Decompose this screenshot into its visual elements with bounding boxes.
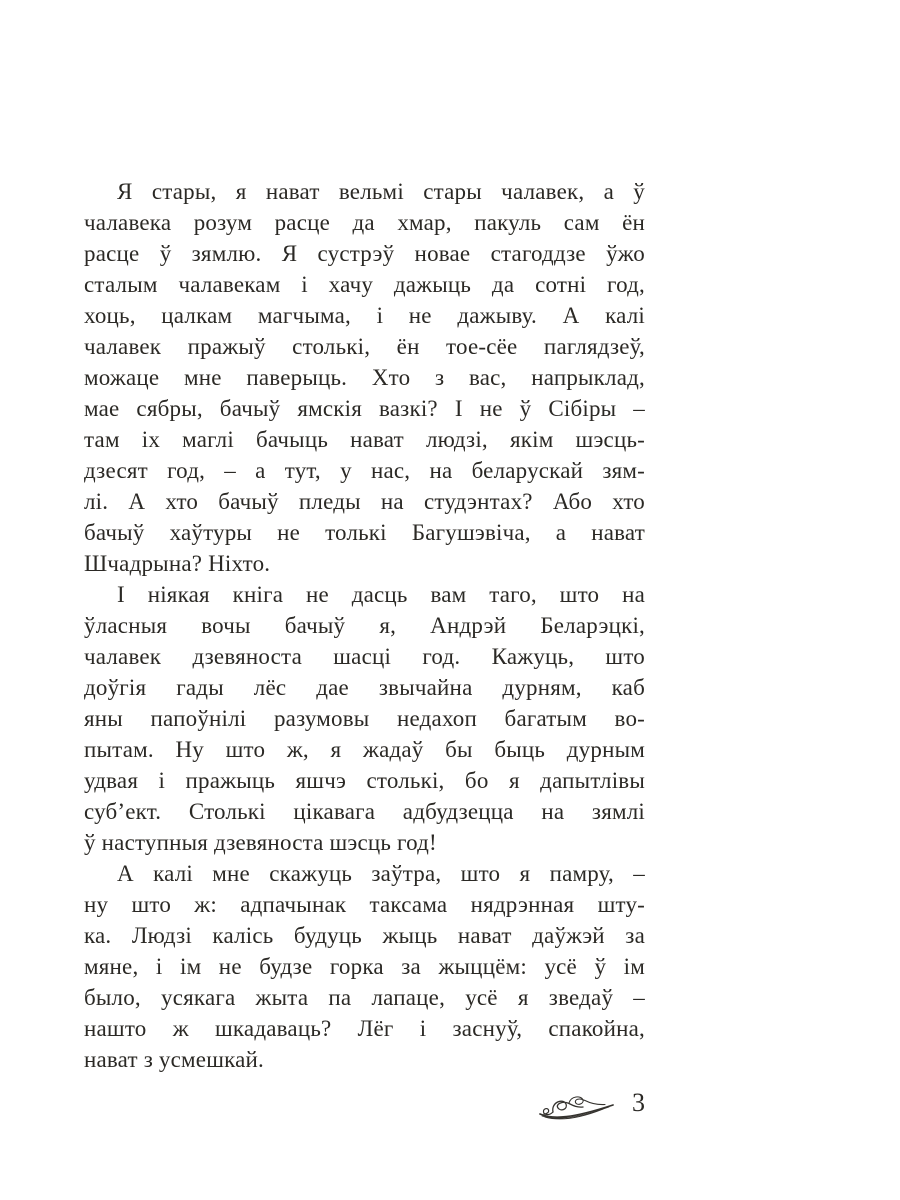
text-line: хоць, цалкам магчыма, і не дажыву. А калі [84, 303, 645, 328]
text-line: там іх маглі бачыць нават людзі, якім шэсць- [84, 427, 645, 452]
text-line: нашто ж шкадаваць? Лёг і заснуў, спакойна, [84, 1016, 645, 1041]
text-line: бачыў хаўтуры не толькі Багушэвіча, а нават [84, 520, 645, 545]
paragraph [84, 858, 645, 1075]
text-line: можаце мне паверыць. Хто з вас, напрыклад, [84, 365, 645, 390]
text-line: лі. А хто бачыў пледы на студэнтах? Або хто [84, 489, 645, 514]
text-line: расце ў зямлю. Я сустрэў новае стагоддзе ўжо [84, 241, 645, 266]
text-line: ў наступныя дзевяноста шэсць год! [84, 830, 437, 855]
text-line: пытам. Ну што ж, я жадаў бы быць дурным [84, 737, 645, 762]
flourish-ornament-icon [539, 1090, 615, 1120]
page-footer [84, 1086, 645, 1120]
text-line: ну што ж: адпачынак таксама нядрэнная шту- [84, 892, 645, 917]
text-line: суб’ект. Столькі цікавага адбудзецца на зямлі [84, 799, 645, 824]
text-line: было, усякага жыта па лапаце, усё я зведаў – [84, 985, 645, 1010]
text-line: Я стары, я нават вельмі стары чалавек, а ў [117, 179, 645, 204]
text-line: нават з усмешкай. [84, 1047, 264, 1072]
text-line: І ніякая кніга не дасць вам таго, што на [117, 582, 645, 607]
text-line: сталым чалавекам і хачу дажыць да сотні год, [84, 272, 645, 297]
text-line: доўгія гады лёс дае звычайна дурням, каб [84, 675, 645, 700]
paragraph [84, 176, 645, 579]
text-line: чалавека розум расце да хмар, пакуль сам ён [84, 210, 645, 235]
text-line: А калі мне скажуць заўтра, што я памру, – [117, 861, 645, 886]
page-number: 3 [632, 1088, 645, 1117]
text-line: мае сябры, бачыў ямскія вазкі? І не ў Сібіры – [84, 396, 645, 421]
text-line: чалавек дзевяноста шасці год. Кажуць, што [84, 644, 645, 669]
text-line: мяне, і ім не будзе горка за жыццём: усё ў ім [84, 954, 645, 979]
text-line: удвая і пражыць яшчэ столькі, бо я дапытлівы [84, 768, 645, 793]
text-line: чалавек пражыў столькі, ён тое-сёе паглядзеў, [84, 334, 645, 359]
page-text [84, 176, 645, 1075]
text-line: яны папоўнілі разумовы недахоп багатым во- [84, 706, 645, 731]
text-line: ўласныя вочы бачыў я, Андрэй Беларэцкі, [84, 613, 645, 638]
paragraph [84, 579, 645, 858]
text-line: дзесят год, – а тут, у нас, на беларускай зям- [84, 458, 645, 483]
text-line: ка. Людзі калісь будуць жыць нават даўжэй за [84, 923, 645, 948]
text-line: Шчадрына? Ніхто. [84, 551, 271, 576]
